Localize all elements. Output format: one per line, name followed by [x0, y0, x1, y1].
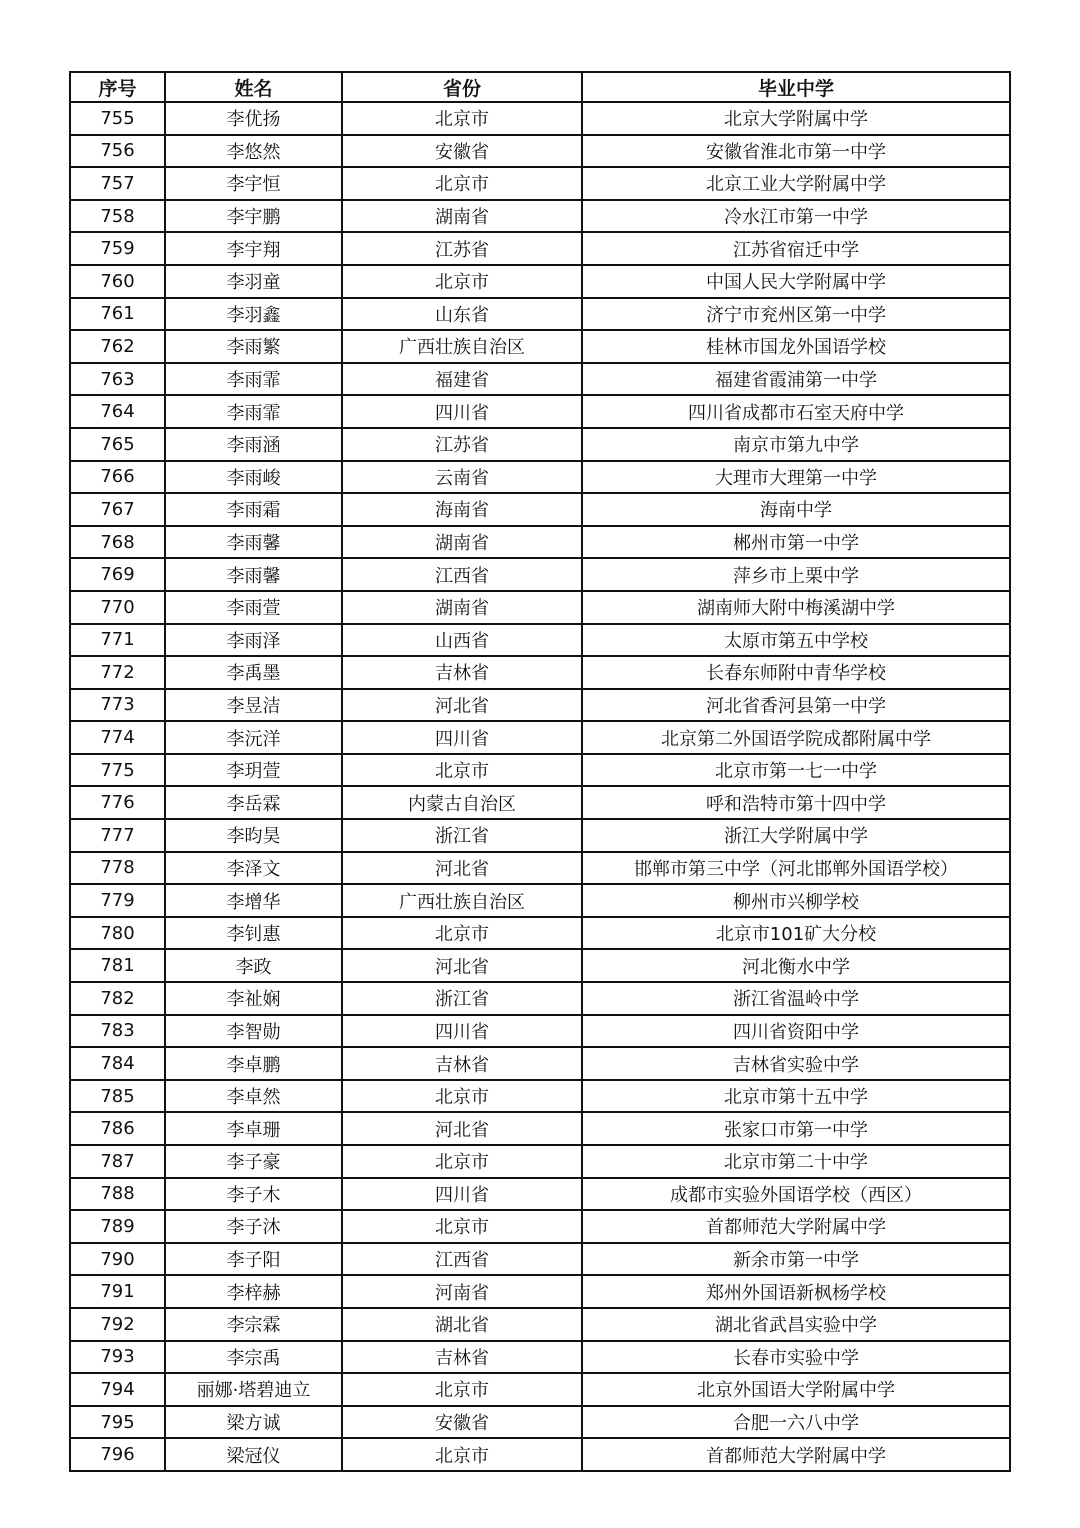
province-cell: 海南省: [342, 493, 582, 526]
serial-number-cell: 788: [70, 1178, 165, 1211]
province-cell: 安徽省: [342, 1406, 582, 1439]
province-cell: 北京市: [342, 1373, 582, 1406]
serial-number-cell: 793: [70, 1341, 165, 1374]
province-cell: 北京市: [342, 1210, 582, 1243]
name-cell: 李羽童: [165, 265, 342, 298]
serial-number-cell: 792: [70, 1308, 165, 1341]
province-cell: 四川省: [342, 395, 582, 428]
province-cell: 北京市: [342, 1080, 582, 1113]
table-row: [70, 330, 1010, 363]
name-cell: 李宇恒: [165, 167, 342, 200]
table-row: [70, 1080, 1010, 1113]
high-school-cell: 呼和浩特市第十四中学: [582, 786, 1010, 819]
table-header: [70, 72, 1010, 102]
high-school-cell: 北京大学附属中学: [582, 102, 1010, 135]
high-school-cell: 安徽省淮北市第一中学: [582, 135, 1010, 168]
header-high-school: 毕业中学: [582, 72, 1010, 102]
province-cell: 江西省: [342, 558, 582, 591]
high-school-cell: 成都市实验外国语学校（西区）: [582, 1178, 1010, 1211]
high-school-cell: 湖北省武昌实验中学: [582, 1308, 1010, 1341]
name-cell: 李雨馨: [165, 558, 342, 591]
name-cell: 李增华: [165, 884, 342, 917]
province-cell: 北京市: [342, 167, 582, 200]
province-cell: 湖南省: [342, 526, 582, 559]
table-row: [70, 1145, 1010, 1178]
table-row: [70, 232, 1010, 265]
serial-number-cell: 765: [70, 428, 165, 461]
province-cell: 江苏省: [342, 232, 582, 265]
province-cell: 山东省: [342, 298, 582, 331]
serial-number-cell: 773: [70, 689, 165, 722]
high-school-cell: 四川省资阳中学: [582, 1015, 1010, 1048]
serial-number-cell: 770: [70, 591, 165, 624]
serial-number-cell: 760: [70, 265, 165, 298]
high-school-cell: 河北省香河县第一中学: [582, 689, 1010, 722]
high-school-cell: 济宁市兖州区第一中学: [582, 298, 1010, 331]
table-row: [70, 493, 1010, 526]
table-row: [70, 200, 1010, 233]
serial-number-cell: 790: [70, 1243, 165, 1276]
table-row: [70, 786, 1010, 819]
name-cell: 李祉娴: [165, 982, 342, 1015]
name-cell: 李雨涵: [165, 428, 342, 461]
name-cell: 李悠然: [165, 135, 342, 168]
name-cell: 丽娜·塔碧迪立: [165, 1373, 342, 1406]
high-school-cell: 北京市101矿大分校: [582, 917, 1010, 950]
high-school-cell: 浙江大学附属中学: [582, 819, 1010, 852]
province-cell: 吉林省: [342, 1341, 582, 1374]
serial-number-cell: 796: [70, 1438, 165, 1471]
high-school-cell: 海南中学: [582, 493, 1010, 526]
header-province: 省份: [342, 72, 582, 102]
high-school-cell: 太原市第五中学校: [582, 624, 1010, 657]
serial-number-cell: 795: [70, 1406, 165, 1439]
high-school-cell: 湖南师大附中梅溪湖中学: [582, 591, 1010, 624]
name-cell: 李雨峻: [165, 461, 342, 494]
province-cell: 湖南省: [342, 200, 582, 233]
province-cell: 福建省: [342, 363, 582, 396]
table-row: [70, 982, 1010, 1015]
province-cell: 广西壮族自治区: [342, 884, 582, 917]
high-school-cell: 北京第二外国语学院成都附属中学: [582, 721, 1010, 754]
name-cell: 李岳霖: [165, 786, 342, 819]
table-row: [70, 135, 1010, 168]
serial-number-cell: 757: [70, 167, 165, 200]
name-cell: 李禹墨: [165, 656, 342, 689]
table-row: [70, 721, 1010, 754]
serial-number-cell: 758: [70, 200, 165, 233]
table-row: [70, 624, 1010, 657]
province-cell: 江西省: [342, 1243, 582, 1276]
admission-list-table: [69, 71, 1011, 1472]
province-cell: 湖北省: [342, 1308, 582, 1341]
high-school-cell: 北京工业大学附属中学: [582, 167, 1010, 200]
table-row: [70, 526, 1010, 559]
province-cell: 北京市: [342, 265, 582, 298]
name-cell: 李智勋: [165, 1015, 342, 1048]
serial-number-cell: 771: [70, 624, 165, 657]
table-row: [70, 558, 1010, 591]
table-row: [70, 949, 1010, 982]
name-cell: 李宇鹏: [165, 200, 342, 233]
name-cell: 李雨霏: [165, 363, 342, 396]
province-cell: 广西壮族自治区: [342, 330, 582, 363]
serial-number-cell: 789: [70, 1210, 165, 1243]
high-school-cell: 萍乡市上栗中学: [582, 558, 1010, 591]
province-cell: 江苏省: [342, 428, 582, 461]
table-row: [70, 1015, 1010, 1048]
province-cell: 湖南省: [342, 591, 582, 624]
name-cell: 李梓赫: [165, 1275, 342, 1308]
serial-number-cell: 756: [70, 135, 165, 168]
serial-number-cell: 764: [70, 395, 165, 428]
table-row: [70, 1438, 1010, 1471]
province-cell: 四川省: [342, 1178, 582, 1211]
serial-number-cell: 794: [70, 1373, 165, 1406]
header-row: [70, 72, 1010, 102]
table-row: [70, 852, 1010, 885]
serial-number-cell: 787: [70, 1145, 165, 1178]
table-row: [70, 754, 1010, 787]
name-cell: 李钊惠: [165, 917, 342, 950]
serial-number-cell: 785: [70, 1080, 165, 1113]
table-row: [70, 689, 1010, 722]
table-row: [70, 917, 1010, 950]
name-cell: 李政: [165, 949, 342, 982]
serial-number-cell: 786: [70, 1112, 165, 1145]
name-cell: 梁冠仪: [165, 1438, 342, 1471]
table-body: [70, 102, 1010, 1471]
high-school-cell: 长春东师附中青华学校: [582, 656, 1010, 689]
high-school-cell: 长春市实验中学: [582, 1341, 1010, 1374]
high-school-cell: 北京市第二十中学: [582, 1145, 1010, 1178]
province-cell: 河北省: [342, 852, 582, 885]
name-cell: 李宗禹: [165, 1341, 342, 1374]
serial-number-cell: 784: [70, 1047, 165, 1080]
name-cell: 李昀昊: [165, 819, 342, 852]
high-school-cell: 柳州市兴柳学校: [582, 884, 1010, 917]
serial-number-cell: 777: [70, 819, 165, 852]
table-row: [70, 656, 1010, 689]
table-row: [70, 1341, 1010, 1374]
province-cell: 北京市: [342, 917, 582, 950]
serial-number-cell: 761: [70, 298, 165, 331]
high-school-cell: 北京外国语大学附属中学: [582, 1373, 1010, 1406]
name-cell: 李沅洋: [165, 721, 342, 754]
province-cell: 四川省: [342, 721, 582, 754]
high-school-cell: 郑州外国语新枫杨学校: [582, 1275, 1010, 1308]
serial-number-cell: 767: [70, 493, 165, 526]
name-cell: 李泽文: [165, 852, 342, 885]
serial-number-cell: 763: [70, 363, 165, 396]
province-cell: 云南省: [342, 461, 582, 494]
high-school-cell: 南京市第九中学: [582, 428, 1010, 461]
serial-number-cell: 775: [70, 754, 165, 787]
table-row: [70, 395, 1010, 428]
serial-number-cell: 791: [70, 1275, 165, 1308]
serial-number-cell: 783: [70, 1015, 165, 1048]
serial-number-cell: 755: [70, 102, 165, 135]
high-school-cell: 浙江省温岭中学: [582, 982, 1010, 1015]
serial-number-cell: 766: [70, 461, 165, 494]
high-school-cell: 大理市大理第一中学: [582, 461, 1010, 494]
table-row: [70, 1275, 1010, 1308]
name-cell: 李卓鹏: [165, 1047, 342, 1080]
high-school-cell: 北京市第十五中学: [582, 1080, 1010, 1113]
table-row: [70, 1178, 1010, 1211]
table-row: [70, 298, 1010, 331]
serial-number-cell: 768: [70, 526, 165, 559]
high-school-cell: 邯郸市第三中学（河北邯郸外国语学校）: [582, 852, 1010, 885]
high-school-cell: 合肥一六八中学: [582, 1406, 1010, 1439]
name-cell: 李卓然: [165, 1080, 342, 1113]
high-school-cell: 四川省成都市石室天府中学: [582, 395, 1010, 428]
table-row: [70, 461, 1010, 494]
province-cell: 河北省: [342, 949, 582, 982]
serial-number-cell: 776: [70, 786, 165, 819]
province-cell: 安徽省: [342, 135, 582, 168]
name-cell: 李宗霖: [165, 1308, 342, 1341]
name-cell: 李雨繁: [165, 330, 342, 363]
table-row: [70, 884, 1010, 917]
province-cell: 吉林省: [342, 656, 582, 689]
serial-number-cell: 774: [70, 721, 165, 754]
serial-number-cell: 772: [70, 656, 165, 689]
name-cell: 李昱洁: [165, 689, 342, 722]
province-cell: 北京市: [342, 754, 582, 787]
name-cell: 李雨萱: [165, 591, 342, 624]
high-school-cell: 张家口市第一中学: [582, 1112, 1010, 1145]
high-school-cell: 福建省霞浦第一中学: [582, 363, 1010, 396]
name-cell: 李宇翔: [165, 232, 342, 265]
serial-number-cell: 759: [70, 232, 165, 265]
province-cell: 四川省: [342, 1015, 582, 1048]
province-cell: 山西省: [342, 624, 582, 657]
high-school-cell: 首都师范大学附属中学: [582, 1438, 1010, 1471]
table-row: [70, 1373, 1010, 1406]
province-cell: 河南省: [342, 1275, 582, 1308]
province-cell: 北京市: [342, 1438, 582, 1471]
name-cell: 李卓珊: [165, 1112, 342, 1145]
high-school-cell: 河北衡水中学: [582, 949, 1010, 982]
high-school-cell: 桂林市国龙外国语学校: [582, 330, 1010, 363]
high-school-cell: 吉林省实验中学: [582, 1047, 1010, 1080]
header-name: 姓名: [165, 72, 342, 102]
high-school-cell: 新余市第一中学: [582, 1243, 1010, 1276]
table-row: [70, 1406, 1010, 1439]
serial-number-cell: 782: [70, 982, 165, 1015]
serial-number-cell: 762: [70, 330, 165, 363]
high-school-cell: 中国人民大学附属中学: [582, 265, 1010, 298]
province-cell: 河北省: [342, 1112, 582, 1145]
province-cell: 北京市: [342, 102, 582, 135]
serial-number-cell: 781: [70, 949, 165, 982]
province-cell: 内蒙古自治区: [342, 786, 582, 819]
province-cell: 河北省: [342, 689, 582, 722]
high-school-cell: 首都师范大学附属中学: [582, 1210, 1010, 1243]
name-cell: 李雨馨: [165, 526, 342, 559]
serial-number-cell: 769: [70, 558, 165, 591]
header-serial-number: 序号: [70, 72, 165, 102]
serial-number-cell: 779: [70, 884, 165, 917]
serial-number-cell: 778: [70, 852, 165, 885]
table-row: [70, 265, 1010, 298]
name-cell: 李玥萱: [165, 754, 342, 787]
table-row: [70, 1243, 1010, 1276]
table-row: [70, 167, 1010, 200]
serial-number-cell: 780: [70, 917, 165, 950]
province-cell: 北京市: [342, 1145, 582, 1178]
province-cell: 浙江省: [342, 982, 582, 1015]
table-row: [70, 102, 1010, 135]
name-cell: 李优扬: [165, 102, 342, 135]
name-cell: 李雨霏: [165, 395, 342, 428]
table-row: [70, 819, 1010, 852]
name-cell: 李子木: [165, 1178, 342, 1211]
table-row: [70, 1210, 1010, 1243]
province-cell: 浙江省: [342, 819, 582, 852]
name-cell: 李子阳: [165, 1243, 342, 1276]
table-row: [70, 363, 1010, 396]
name-cell: 李子豪: [165, 1145, 342, 1178]
table-row: [70, 428, 1010, 461]
province-cell: 吉林省: [342, 1047, 582, 1080]
table-row: [70, 1047, 1010, 1080]
high-school-cell: 北京市第一七一中学: [582, 754, 1010, 787]
table-row: [70, 591, 1010, 624]
table-row: [70, 1112, 1010, 1145]
name-cell: 梁方诚: [165, 1406, 342, 1439]
name-cell: 李雨泽: [165, 624, 342, 657]
name-cell: 李子沐: [165, 1210, 342, 1243]
high-school-cell: 郴州市第一中学: [582, 526, 1010, 559]
table-row: [70, 1308, 1010, 1341]
high-school-cell: 江苏省宿迁中学: [582, 232, 1010, 265]
high-school-cell: 冷水江市第一中学: [582, 200, 1010, 233]
name-cell: 李雨霜: [165, 493, 342, 526]
name-cell: 李羽鑫: [165, 298, 342, 331]
